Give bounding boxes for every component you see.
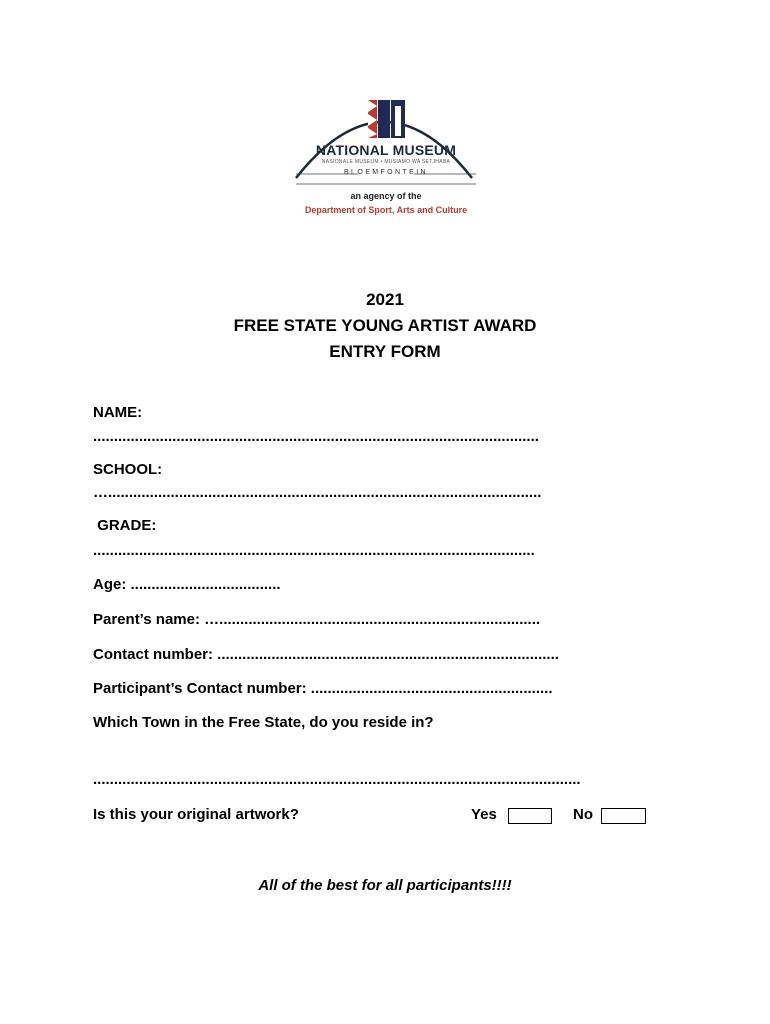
- form-title: FREE STATE YOUNG ARTIST AWARD: [233, 316, 537, 335]
- form-year: 2021: [366, 290, 404, 309]
- yes-checkbox[interactable]: [508, 808, 552, 824]
- age-field[interactable]: Age: ....................................: [93, 576, 281, 593]
- town-field[interactable]: .....................................................................................................................: [93, 771, 581, 788]
- logo-subtitle: NASIONALE MUSEUM • MUSIAMO WA SETJHABA: [321, 159, 451, 165]
- closing-message: All of the best for all participants!!!!: [258, 877, 512, 894]
- school-label: SCHOOL:: [93, 461, 163, 478]
- name-field[interactable]: ...........................................................................................................: [93, 428, 539, 445]
- logo-city: BLOEMFONTEIN: [343, 169, 429, 176]
- yes-label: Yes: [471, 806, 497, 823]
- school-field[interactable]: …........................................................................................................: [93, 484, 542, 501]
- grade-label: GRADE:: [93, 517, 157, 534]
- original-artwork-question: Is this your original artwork?: [93, 806, 299, 823]
- grade-field[interactable]: ..........................................................................................................: [93, 542, 535, 559]
- department-text: Department of Sport, Arts and Culture: [304, 205, 468, 215]
- contact-number-field[interactable]: Contact number: ..................................................................................: [93, 646, 559, 663]
- logo-title: NATIONAL MUSEUM: [315, 142, 457, 158]
- form-subtitle: ENTRY FORM: [329, 342, 441, 361]
- museum-logo: [288, 86, 488, 226]
- name-label: NAME:: [93, 404, 143, 421]
- agency-text: an agency of the: [350, 191, 422, 201]
- participant-contact-field[interactable]: Participant’s Contact number: ..........................................................: [93, 680, 553, 697]
- no-checkbox[interactable]: [601, 808, 646, 824]
- parent-name-field[interactable]: Parent’s name: ….............................................................................: [93, 611, 541, 628]
- town-question: Which Town in the Free State, do you reside in?: [93, 714, 434, 731]
- no-label: No: [573, 806, 593, 823]
